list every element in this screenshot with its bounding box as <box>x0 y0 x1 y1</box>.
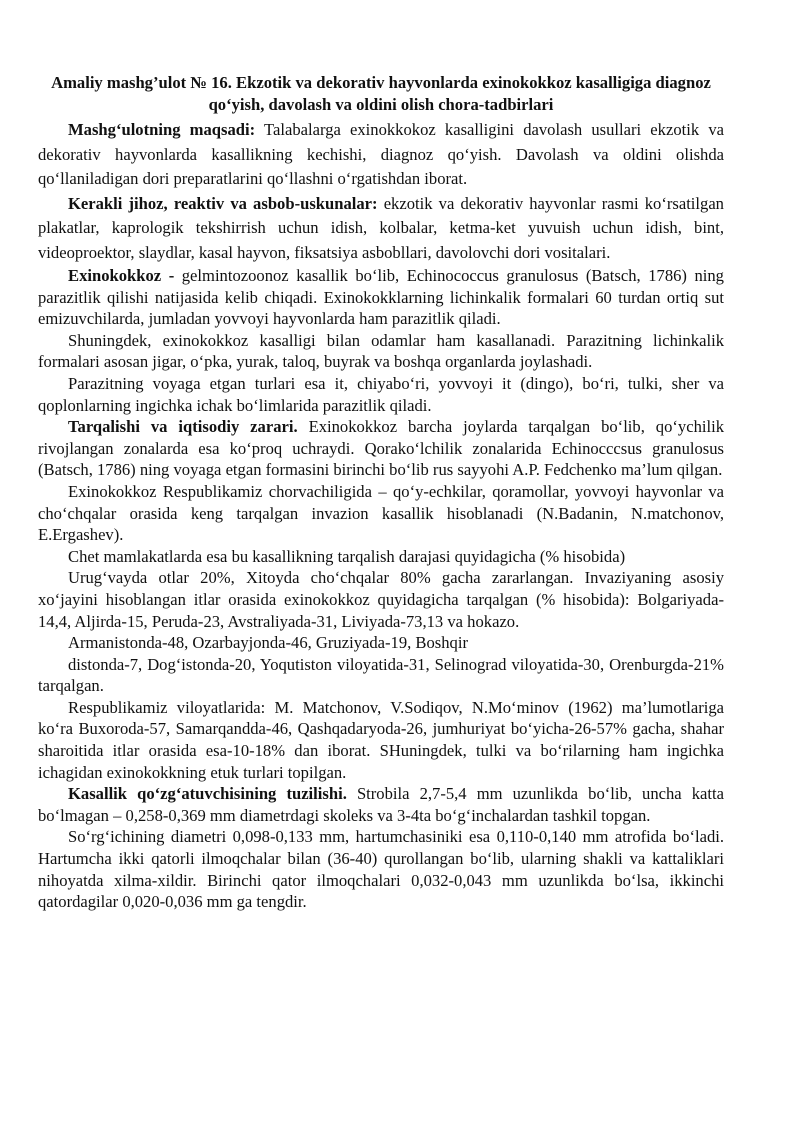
paragraph-equipment <box>38 192 724 266</box>
document-page <box>38 72 724 913</box>
paragraph-humans: Shuningdek, exinokokkoz kasalligi bilan odamlar ham kasallanadi. Parazitning lichinkalik formalari asosan jigar, o‘pka, yurak, taloq, buyrak va boshqa organlarda joylashadi. <box>38 330 724 372</box>
paragraph-regions-a: Armanistonda-48, Ozarbayjonda-46, Gruziyada-19, Boshqir <box>68 633 468 653</box>
equipment-heading: Kerakli jihoz, reaktiv va asbob-uskunalar: <box>68 193 378 213</box>
paragraph-distribution <box>38 416 724 481</box>
definition-text: gelmintozoonoz kasallik bo‘lib, Echinococcus granulosus (Batsch, 1786) ning parazitlik qilishi natijasida kelib chiqadi. Exinokokklarning lichinkalik formalari 60 turdan ortiq sut emizuvchilarda, jumladan yovvoyi hayvonlarda ham parazitlik qiladi. <box>38 266 724 329</box>
distribution-heading: Tarqalishi va iqtisodiy zarari. <box>68 417 298 437</box>
equipment-text: ekzotik va dekorativ hayvonlar rasmi ko‘rsatilgan plakatlar, kaprologik tekshirrish uchun idish, kolbalar, ketma-ket yuvuish uchun idish, bint, videoproektor, slaydlar, kasal hayvon, fiksatsiya asbobllari, davolovchi dori vositalari. <box>38 193 724 262</box>
paragraph-regions-b: distonda-7, Dog‘istonda-20, Yoqutiston viloyatida-31, Selinograd viloyatida-30, Orenburgda-21% tarqalgan. <box>38 654 724 696</box>
paragraph-objective <box>38 118 724 192</box>
paragraph-definition <box>38 265 724 330</box>
paragraph-republic: Exinokokkoz Respublikamiz chorvachiligida – qo‘y-echkilar, qoramollar, yovvoyi hayvonlar va cho‘chqalar orasida keng tarqalgan invazion kasallik hisoblanadi (N.Badanin, N.matchonov, E.Ergashev). <box>38 481 724 545</box>
objective-heading: Mashg‘ulotning maqsadi: <box>68 120 256 139</box>
paragraph-countries: Urug‘vayda otlar 20%, Xitoyda cho‘chqalar 80% gacha zararlangan. Invaziyaning asosiy xo‘jayini hisoblangan itlar orasida exinokokkoz quyidagicha tarqalgan (% hisobida): Bolgariyada-14,4, Aljirda-15, Peruda-23, Avstraliyada-31, Liviyada-73,13 va hokazo. <box>38 568 724 631</box>
paragraph-provinces: Respublikamiz viloyatlarida: M. Matchonov, V.Sodiqov, N.Mo‘minov (1962) ma’lumotlariga ko‘ra Buxoroda-57, Samarqandda-46, Qashqadaryoda-26, jumhuriyat bo‘yicha-26-57% gacha, shahar sharoitida itlar orasida esa-10-18% dan iborat. SHuningdek, tulki va bo‘rilarning ham ingichka ichagidan exinokokkning etuk turlari topilgan. <box>38 697 724 782</box>
definition-heading: Exinokokkoz - <box>68 266 175 285</box>
paragraph-suckers: So‘rg‘ichining diametri 0,098-0,133 mm, hartumchasiniki esa 0,110-0,140 mm atrofida bo‘ladi. Hartumcha ikki qatorli ilmoqchalar bilan (36-40) qurollangan bo‘lib, ularning shakli va kattaliklari nihoyatda xilma-xildir. Birinchi qator ilmoqchalari 0,032-0,043 mm uzunlikda bo‘lsa, ikkinchi qatordagilar 0,020-0,036 mm ga tengdir. <box>38 827 724 912</box>
structure-heading: Kasallik qo‘zg‘atuvchisining tuzilishi. <box>68 784 347 804</box>
paragraph-structure <box>38 783 724 826</box>
document-title: Amaliy mashg’ulot № 16. Ekzotik va dekorativ hayvonlarda exinokokkoz kasalligiga diagnoz qo‘yish, davolash va oldini olish chora-tadbirlari <box>51 73 711 114</box>
paragraph-adult-forms: Parazitning voyaga etgan turlari esa it, chiyabo‘ri, yovvoyi it (dingo), bo‘ri, tulki, sher va qoplonlarning ingichka ichak bo‘limlarida parazitlik qiladi. <box>38 373 724 415</box>
distribution-text: Exinokokkoz barcha joylarda tarqalgan bo‘lib, qo‘ychilik rivojlangan zonalarda esa ko‘proq uchraydi. Qorako‘lchilik zonalarida Echinoccсsus granulosus (Batsch, 1786) ning voyaga etgan formasini birinchi bo‘lib rus sayyohi A.P. Fedchenko ma’lum qilgan. <box>38 417 724 480</box>
paragraph-abroad: Chet mamlakatlarda esa bu kasallikning tarqalish darajasi quyidagicha (% hisobida) <box>68 546 626 566</box>
structure-text: Strobila 2,7-5,4 mm uzunlikda bo‘lib, uncha katta bo‘lmagan – 0,258-0,369 mm diametrdagi skoleks va 3-4ta bo‘g‘inchalardan tashkil topgan. <box>38 784 725 825</box>
objective-text: Talabalarga exinokkokoz kasalligini davolash usullari ekzotik va dekorativ hayvonlarda kasallikning kechishi, diagnoz qo‘yish. Davolash va oldini olishda qo‘llaniladigan dori preparatlarini qo‘llashni o‘rgatishdan iborat. <box>38 120 724 188</box>
